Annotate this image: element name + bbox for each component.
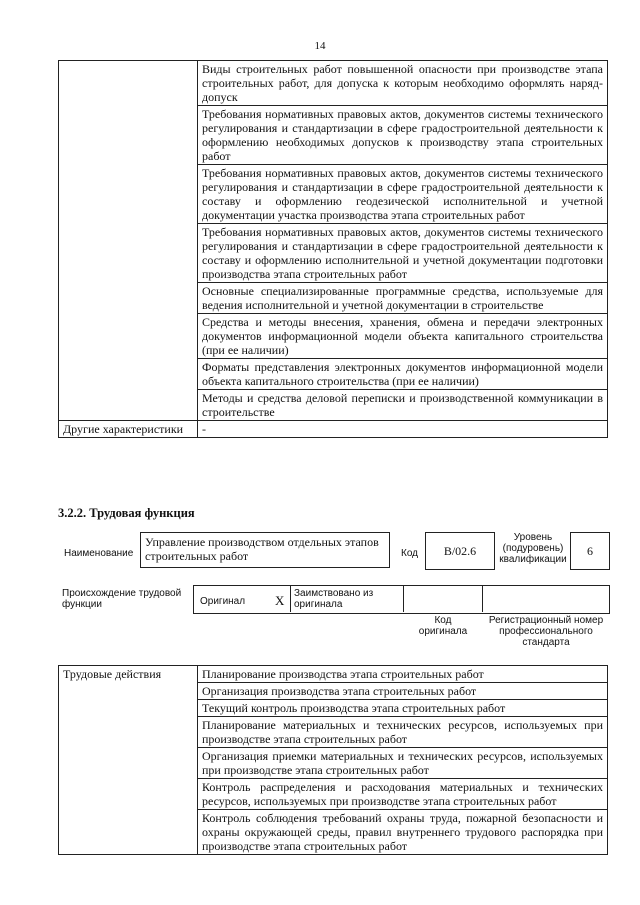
row-label-other: Другие характеристики (59, 421, 198, 438)
code-label: Код (401, 548, 419, 559)
original-label: Оригинал (200, 596, 246, 607)
table-cell: Форматы представления электронных документов информационной модели объекта капитального строительства (при ее наличии) (198, 359, 608, 390)
divider (290, 585, 291, 612)
borrowed-label: Заимствовано из оригинала (294, 588, 374, 610)
name-label: Наименование (64, 548, 134, 559)
divider (403, 585, 404, 612)
table-cell: Планирование материальных и технических ресурсов, используемых при производстве этапа строительных работ (198, 717, 608, 748)
original-mark: X (275, 593, 285, 608)
labor-actions-label: Трудовые действия (59, 666, 198, 855)
level-label: Уровень (подуровень) квалификации (499, 532, 567, 565)
section-heading: 3.2.2. Трудовая функция (58, 506, 195, 520)
table-cell: Организация приемки материальных и технических ресурсов, используемых при производстве этапа строительных работ (198, 748, 608, 779)
table-cell: Виды строительных работ повышенной опасности при производстве этапа строительных работ, для допуска к которым необходимо оформлять наряд-допуск (198, 61, 608, 106)
table-cell: Требования нормативных правовых актов, документов системы технического регулирования и стандартизации в сфере градостроительной деятельности к оформлению необходимых допусков к производству этапа строительных работ (198, 106, 608, 165)
code-box (425, 532, 495, 570)
labor-actions-table (58, 665, 608, 855)
table-cell: Методы и средства деловой переписки и производственной коммуникации в строительстве (198, 390, 608, 421)
level-value: 6 (587, 544, 593, 558)
level-box (570, 532, 610, 570)
table-cell: Планирование производства этапа строительных работ (198, 666, 608, 683)
code-original-label: Код оригинала (418, 615, 468, 637)
table-cell: Контроль соблюдения требований охраны труда, пожарной безопасности и охраны окружающей среды, правил внутреннего трудового распорядка при производстве этапа строительных работ (198, 810, 608, 855)
table-cell: Требования нормативных правовых актов, документов системы технического регулирования и стандартизации в сфере градостроительной деятельности к составу и оформлению геодезической исполнительной и учетной документации участка производства этапа строительных работ (198, 165, 608, 224)
table-cell: - (198, 421, 608, 438)
table-row (59, 666, 608, 683)
table-cell: Текущий контроль производства этапа строительных работ (198, 700, 608, 717)
table-cell: Контроль распределения и расходования материальных и технических ресурсов, используемых при производстве этапа строительных работ (198, 779, 608, 810)
table-cell: Требования нормативных правовых актов, документов системы технического регулирования и стандартизации в сфере градостроительной деятельности к составу и оформлению исполнительной и учетной документации подготовки производства этапа строительных работ (198, 224, 608, 283)
reg-number-label: Регистрационный номер профессионального стандарта (488, 615, 604, 648)
table-row (59, 61, 608, 106)
origin-label: Происхождение трудовой функции (62, 588, 182, 610)
function-name-value: Управление производством отдельных этапов строительных работ (145, 535, 379, 563)
code-value: B/02.6 (443, 544, 477, 558)
table-cell: Средства и методы внесения, хранения, обмена и передачи электронных документов информационной модели объекта капитального строительства (при ее наличии) (198, 314, 608, 359)
page-number: 14 (314, 40, 326, 52)
table-row (59, 421, 608, 438)
table-cell: Организация производства этапа строительных работ (198, 683, 608, 700)
row-label-empty (59, 61, 198, 421)
table-cell: Основные специализированные программные средства, используемые для ведения исполнительной и учетной документации в строительстве (198, 283, 608, 314)
knowledge-table (58, 60, 608, 438)
divider (482, 585, 483, 612)
function-name-box (140, 532, 390, 568)
